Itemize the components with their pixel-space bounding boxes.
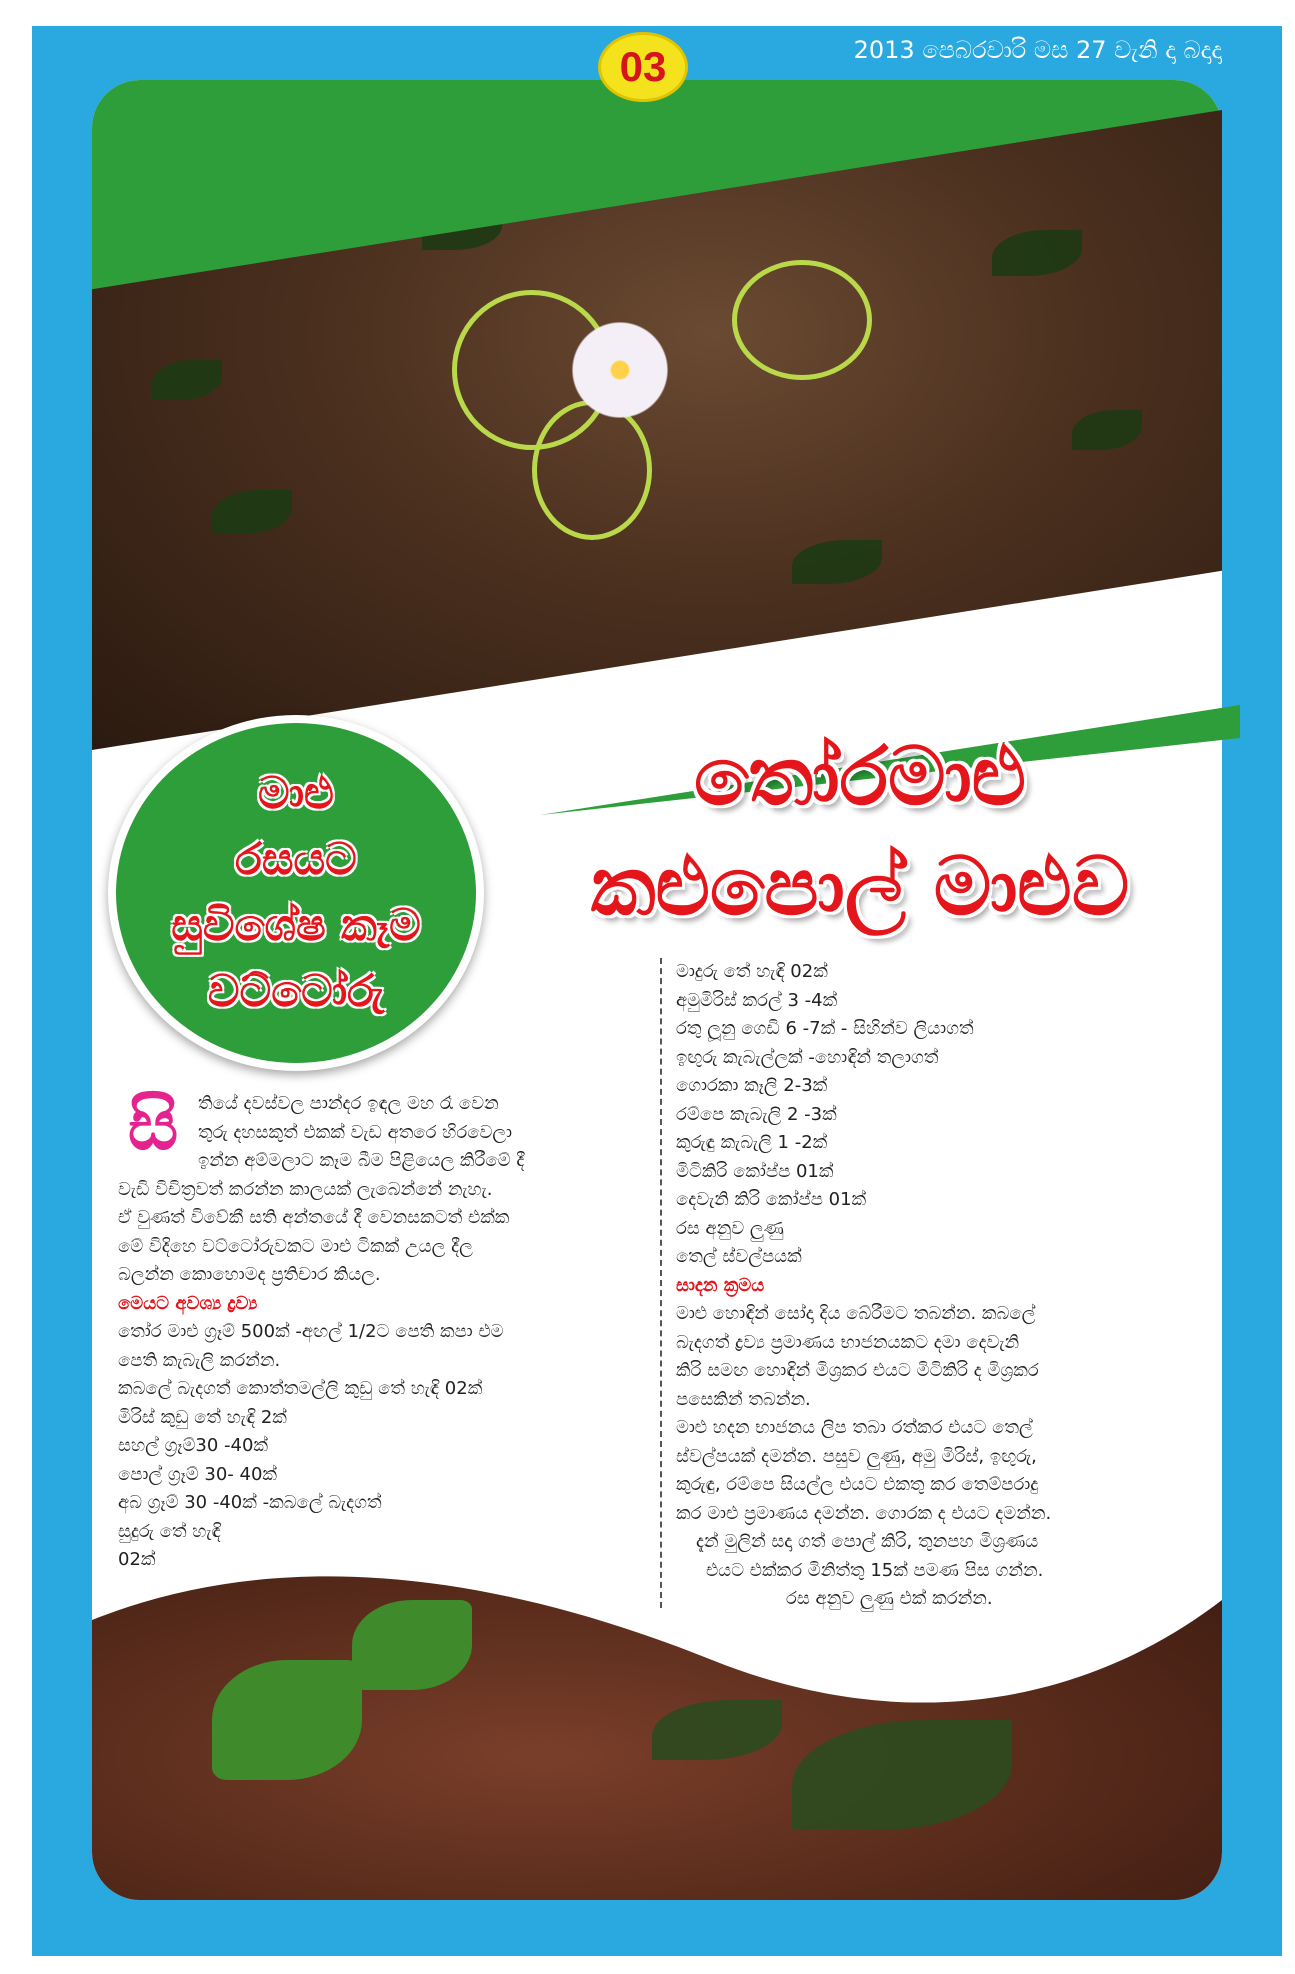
curry-leaf-icon [792,1720,1012,1830]
ingredient-item: කුරුඳු කැබැලි 1 -2ක් [676,1132,828,1153]
parsley-icon [212,1660,362,1780]
method-line: බැදගත් ද්‍රව්‍ය ප්‍රමාණය භාජනයකට දමා දෙවැනි [676,1331,1020,1353]
column-divider [660,958,662,1608]
method-heading: සාදන ක්‍රමය [676,1274,765,1296]
ingredient-item: ගොරකා කෑලි 2-3ක් [676,1075,828,1096]
curry-leaf-icon [652,1700,782,1760]
intro-line: ඉන්න අම්මලාට කෑම බීම පිළියෙල කිරීමේ දී [198,1150,525,1171]
ingredient-item: තෙල් ස්වල්පයක් [676,1246,802,1267]
method-line: කුරුඳු, රම්පෙ සියල්ල එයට එකතු කර තෙම්පරාදු [676,1474,1039,1495]
page-number: 03 [598,32,688,102]
method-line: කර මාළු ප්‍රමාණය දමන්න. ගොරක ද එයට දමන්න. [676,1502,1052,1524]
curry-leaf-icon [792,540,882,584]
curry-leaf-icon [992,230,1082,276]
ingredient-item: පොල් ග්‍රෑම් 30- 40ක් [118,1463,278,1485]
recipe-title [500,722,1220,942]
ingredient-item: ඉඟුරු කැබැල්ලක් -හොඳින් තලාගත් [676,1046,939,1068]
ingredient-item: 02ක් [118,1549,156,1570]
badge-line: මාළු [258,768,334,819]
badge-line: වට්ටෝරු [207,966,385,1017]
title-line: කළුපොල් මාළුව [590,840,1130,933]
badge-line: සුවිශේෂ කෑම [171,900,421,951]
intro-paragraph [118,1083,648,1290]
ingredient-item: මිරිස් කුඩු තේ හැඳි 2ක් [118,1406,287,1428]
method-line: පසෙකින් තබන්න. [676,1388,811,1410]
curry-leaf-icon [212,490,292,534]
method-line: කිරි සමඟ හොඳින් මිශ්‍රකර එයට මිටිකිරි ද මිශ්‍රකර [676,1360,1039,1381]
ingredients-heading: මෙයට අවශ්‍ය ද්‍රව්‍ය [118,1292,258,1314]
method-line: මාළු හොඳින් සෝදා දිය බේරීමට තබන්න. කබලේ [676,1303,1036,1324]
method-steps [676,1300,1216,1614]
ingredient-item: අමුමිරිස් කරල් 3 -4ක් [676,989,838,1011]
intro-line: මේ විදිහෙ වට්ටෝරුවකට මාළු ටිකක් උයල දීල [118,1235,473,1257]
ingredient-item: තෝර මාළු ග්‍රෑම් 500ක් -අඟල් 1/2ට පෙති කපා එම [118,1321,504,1342]
drop-cap: සි [127,1083,179,1166]
intro-line: වැඩි විචිත්‍රවත් කරන්න කාලයක් ලැබෙන්නේ නැහැ. [118,1178,493,1200]
intro-line: තියේ දවස්වල පාන්දර ඉඳල මහ රෑ වෙන [198,1093,499,1114]
ingredient-item: රම්පෙ කැබැලි 2 -3ක් [676,1103,837,1125]
method-line: ස්වල්පයක් දමන්න. පසුව ලුණු, අමු මිරිස්, ඉඟුරු, [676,1445,1037,1467]
ingredient-item: මාදුරු තේ හැඳි 02ක් [676,961,828,982]
left-column [118,1083,648,1575]
curry-leaf-icon [1072,410,1142,450]
parsley-icon [352,1600,472,1690]
badge-line: රසයට [235,834,357,885]
intro-line: තුරු දහසකුත් එකක් වැඩ අතරෙ හිරවෙලා [198,1121,513,1143]
curry-leaf-icon [152,360,222,400]
intro-line: බලන්න කොහොමද ප්‍රතිචාර කියල. [118,1264,381,1285]
ingredient-item: පෙති කැබැලි කරන්න. [118,1349,281,1371]
issue-date: 2013 පෙබරවාරි මස 27 වැනි දා බදාදා [853,36,1222,64]
onion-flower-garnish [560,310,680,430]
method-line: රස අනුව ලුණු එක් කරන්න. [786,1588,993,1609]
ingredient-item: සහල් ග්‍රෑම්30 -40ක් [118,1435,269,1456]
ingredient-item: රස අනුව ලුණු [676,1217,784,1239]
ingredient-item: දෙවැනි කිරි කෝප්ප 01ක් [676,1189,867,1210]
ingredient-item: කබලේ බැදගත් කොත්තමල්ලි කුඩු තේ හැඳි 02ක් [118,1378,483,1399]
method-line: මාළු හදන භාජනය ලිප තබා රත්කර එයට තෙල් [676,1417,1033,1438]
ingredient-item: සුදුරු තේ හැඳි [118,1520,221,1542]
ingredient-item: අබ ග්‍රෑම් 30 -40ක් -කබලේ බැදගත් [118,1492,382,1513]
ingredient-item: රතු ලූනු ගෙඩි 6 -7ක් - සිහින්ව ලියාගත් [676,1018,974,1039]
ingredient-item: මිටිකිරි කෝප්ප 01ක් [676,1160,834,1182]
title-line: තෝරමාළු [693,730,1027,823]
intro-line: ඒ වුණත් විවේකී සති අන්තයේ දී වෙනසකටත් එක්ක [118,1207,510,1228]
method-line: එයට එක්කර මිනිත්තු 15ක් පමණ පිස ගන්න. [706,1559,1044,1581]
section-badge [108,715,484,1071]
right-column [676,958,1216,1614]
method-line: දැන් මුලින් සදා ගත් පොල් කිරි, තුනපහ මිශ්‍රණය [696,1531,1039,1552]
spring-onion-curl [732,260,872,380]
